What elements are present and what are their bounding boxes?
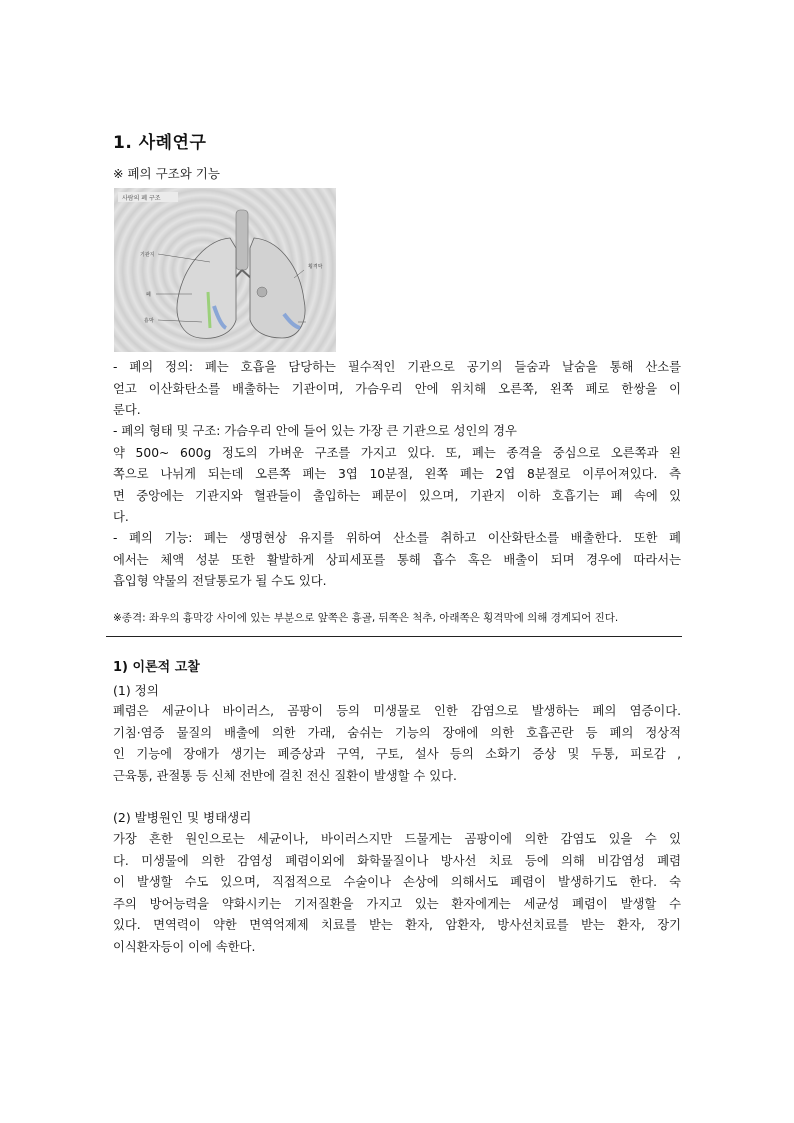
text-line: 다. (113, 510, 129, 524)
text-line: 기침·염증 물질의 배출에 의한 가래, 숨쉬는 기능의 장애에 의한 호흡곤란 등 폐의 정상적 (113, 725, 681, 740)
text-line: 이식환자등이 이에 속한다. (113, 939, 256, 954)
lung-structure-paragraph (113, 421, 681, 529)
left-lung-shape (250, 238, 305, 338)
text-line: 룬다. (113, 403, 141, 417)
hilum-node (257, 287, 267, 297)
lung-definition-paragraph (113, 357, 681, 422)
cause-paragraph (113, 829, 681, 958)
lung-diagram-image (114, 188, 336, 352)
text-line: 가장 흔한 원인으로는 세균이나, 바이러스지만 드물게는 곰팡이에 의한 감염도 있을 수 있 (113, 832, 681, 846)
text-line: 에서는 체액 성분 또한 활발하게 상피세포를 통해 흡수 혹은 배출이 되며 경우에 따라서는 (113, 552, 681, 567)
green-highlight (208, 292, 210, 328)
text-line: - 폐의 정의: 폐는 호흡을 담당하는 필수적인 기관으로 공기의 들숨과 날숨을 통해 산소를 (113, 360, 681, 374)
text-line: 약 500~ 600g 정도의 가벼운 구조를 가지고 있다. 또, 폐는 종격을 중심으로 오른쪽과 왼 (113, 445, 681, 460)
text-line: 인 기능에 장애가 생기는 폐증상과 구역, 구토, 설사 등의 소화기 증상 및 두통, 피로감 , (113, 747, 681, 761)
text-line: 면 중앙에는 기관지와 혈관들이 출입하는 폐문이 있으며, 기관지 이하 호흡기는 폐 속에 있 (113, 488, 681, 503)
text-line: 주의 방어능력을 약화시키는 기저질환을 가지고 있는 환자에게는 세균성 폐렴이 발생할 수 (113, 896, 681, 911)
figure-label-4: 횡격막 (308, 264, 323, 270)
text-line: 근육통, 관절통 등 신체 전반에 걸친 전신 질환이 발생할 수 있다. (113, 768, 457, 783)
text-line: 쪽으로 나뉘게 되는데 오른쪽 폐는 3엽 10분절, 왼쪽 폐는 2엽 8분절로 이루어져있다. 측 (113, 467, 681, 481)
text-line: 있다. 면역력이 약한 면역억제제 치료를 받는 환자, 암환자, 방사선치료를 받는 환자, 장기 (113, 918, 681, 932)
definition-heading: (1) 정의 (113, 683, 159, 698)
cause-heading: (2) 발병원인 및 병태생리 (113, 810, 252, 825)
figure-label-1: 기관지 (140, 252, 155, 258)
figure-label-2: 폐 (146, 292, 151, 298)
theory-heading: 1) 이론적 고찰 (113, 660, 200, 675)
text-line: 흡입형 약물의 전달통로가 될 수도 있다. (113, 574, 327, 588)
text-line: 얻고 이산화탄소를 배출하는 기관이며, 가슴우리 안에 위치해 오른쪽, 왼쪽 폐로 한쌍을 이 (113, 381, 681, 396)
text-line: - 폐의 기능: 폐는 생명현상 유지를 위하여 산소를 취하고 이산화탄소를 배출한다. 또한 폐 (113, 531, 681, 545)
definition-paragraph (113, 701, 681, 787)
lung-illustration (114, 188, 336, 352)
section-heading: 1. 사례연구 (113, 133, 207, 153)
lung-subtitle: ※ 폐의 구조와 기능 (113, 166, 220, 181)
mediastinum-note: ※종격: 좌우의 흉막강 사이에 있는 부분으로 앞쪽은 흉골, 뒤쪽은 척추, 아래쪽은 횡격막에 의해 경계되어 진다. (113, 612, 619, 624)
text-line: 폐렴은 세균이나 바이러스, 곰팡이 등의 미생물로 인한 감염으로 발생하는 폐의 염증이다. (113, 704, 681, 718)
lung-function-paragraph (113, 528, 681, 593)
text-line: 이 발생할 수도 있으며, 직접적으로 수술이나 손상에 의해서도 폐렴이 발생하기도 한다. 숙 (113, 875, 681, 889)
text-line: - 폐의 형태 및 구조: 가슴우리 안에 들어 있는 가장 큰 기관으로 성인의 경우 (113, 424, 517, 438)
figure-caption: 사람의 폐 구조 (122, 195, 161, 202)
right-lung-shape (177, 238, 236, 338)
text-line: 다. 미생물에 의한 감염성 폐렴이외에 화학물질이나 방사선 치료 등에 의해 비감염성 폐렴 (113, 853, 681, 868)
figure-label-3: 흉막 (144, 318, 154, 324)
section-divider (106, 636, 682, 637)
trachea-shape (236, 210, 248, 270)
